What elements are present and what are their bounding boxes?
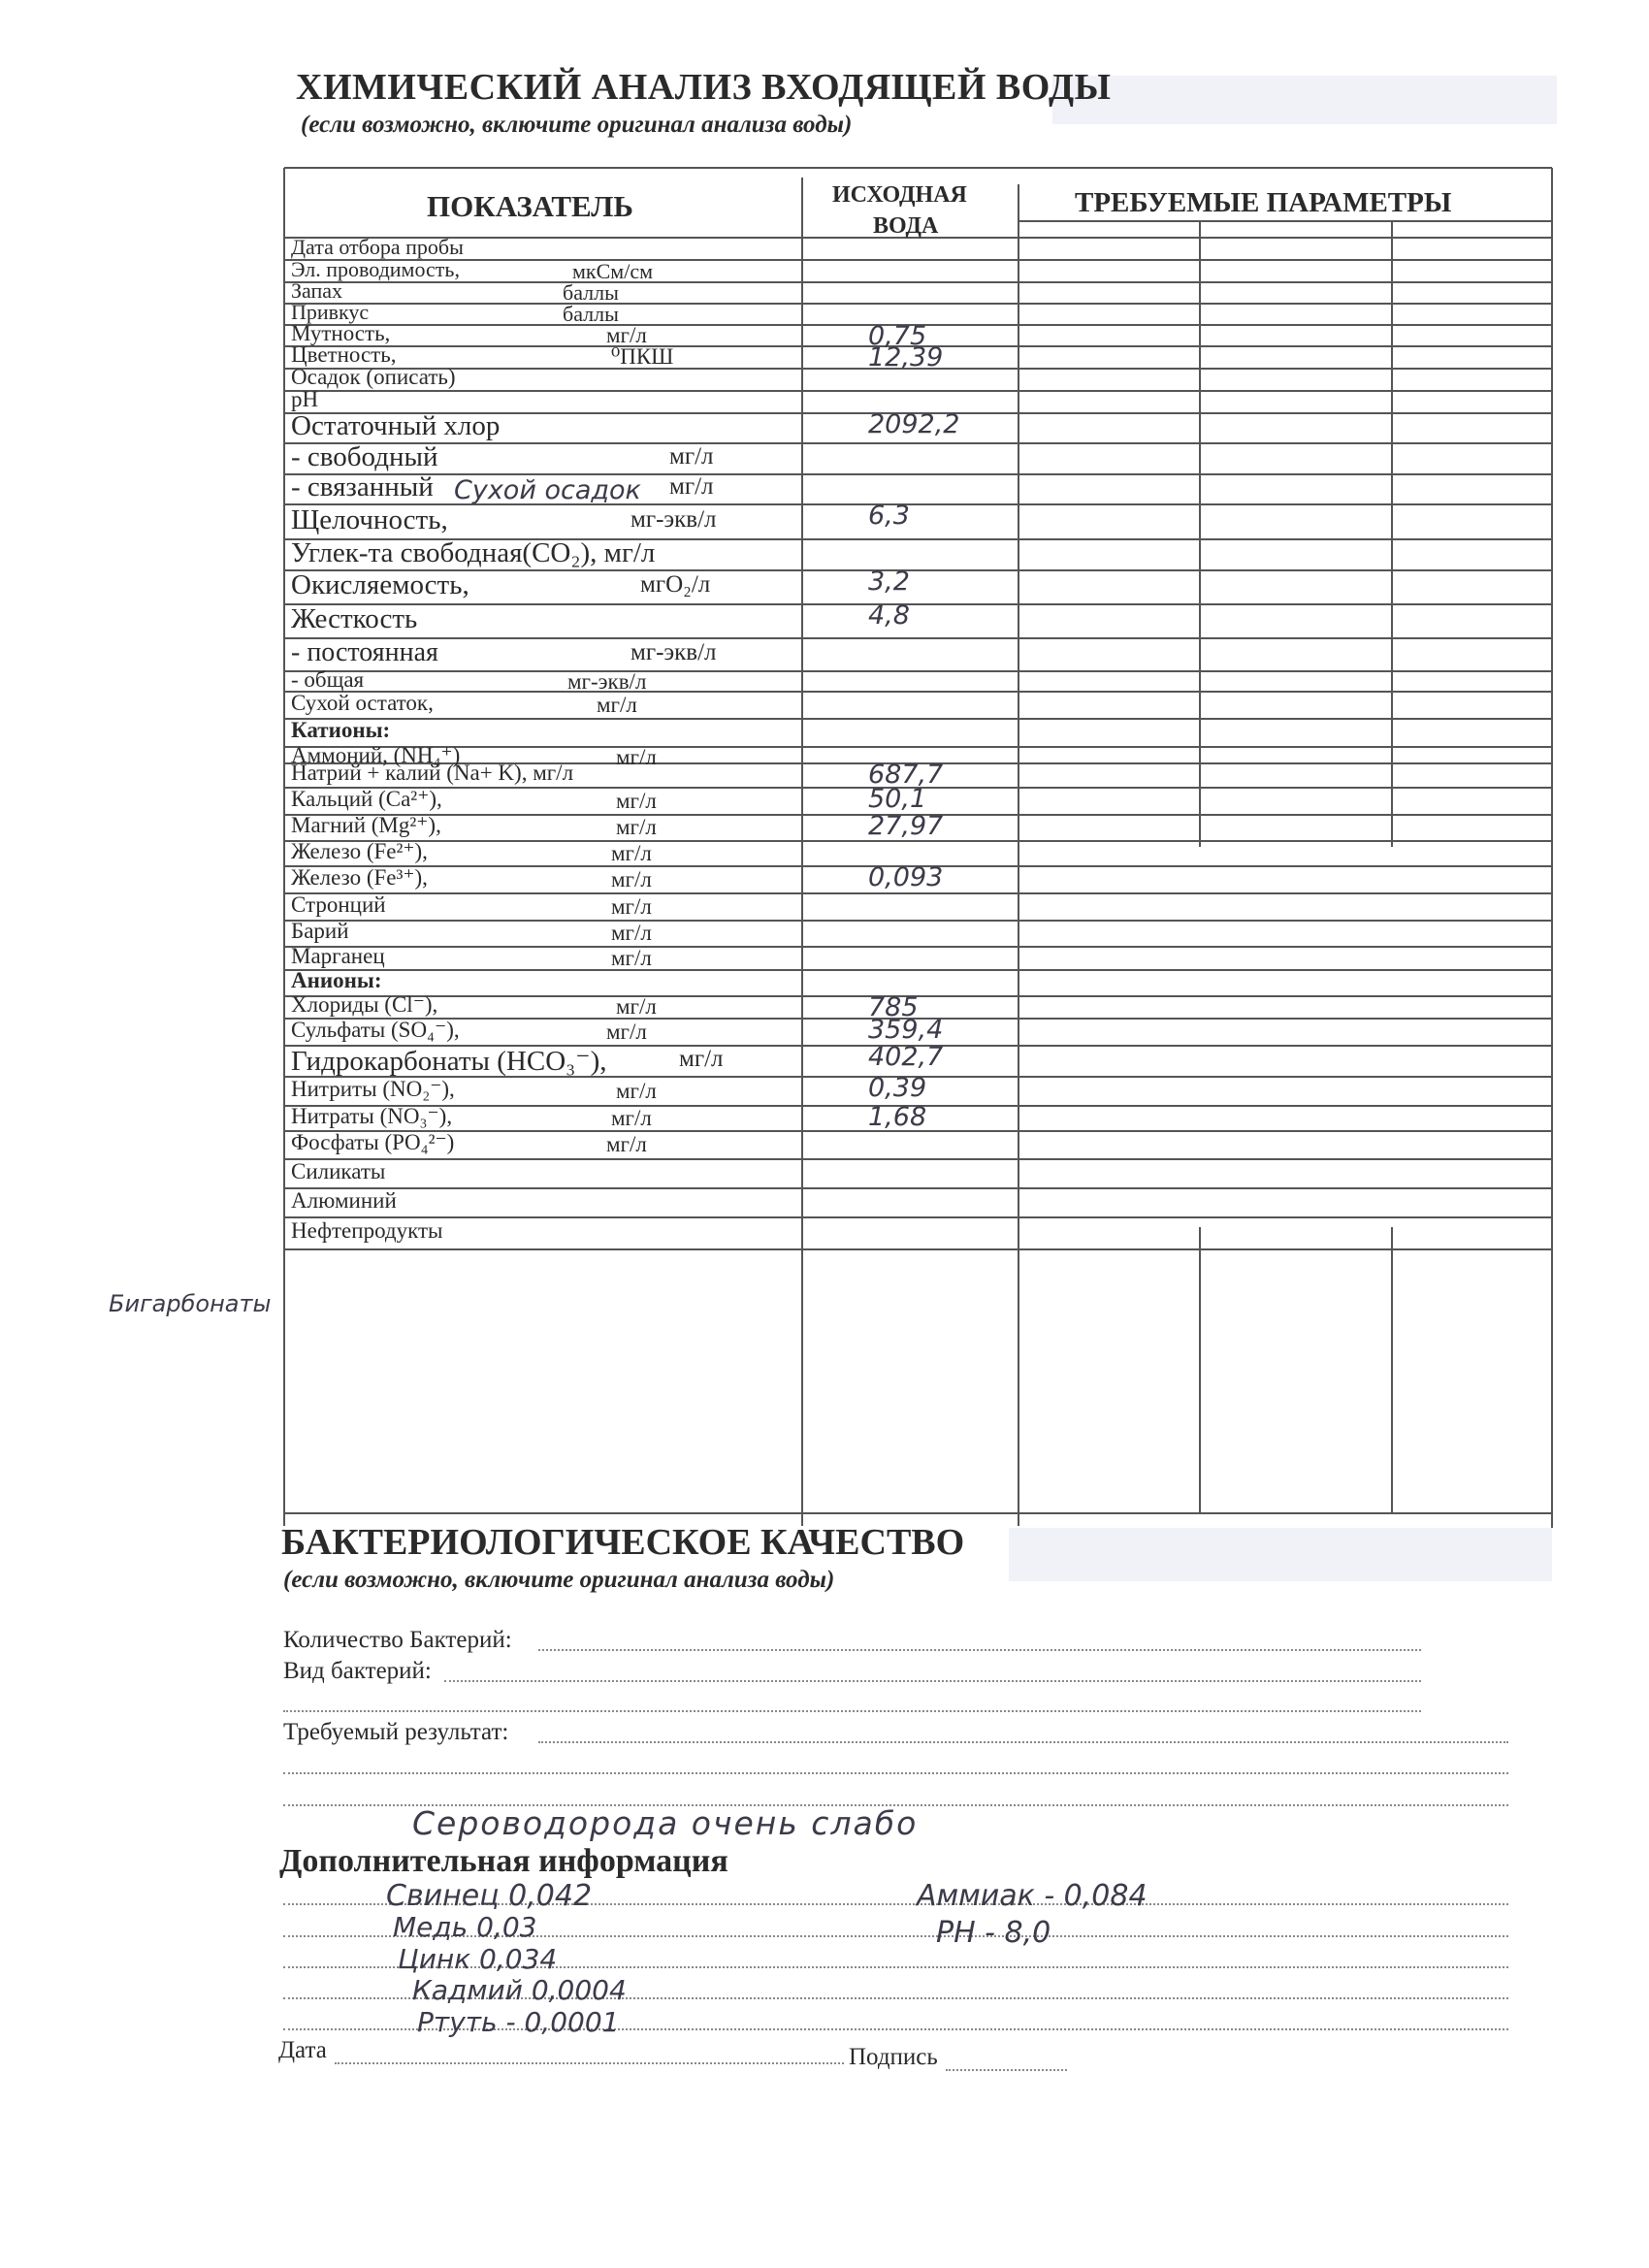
row-value: 2092,2: [868, 409, 960, 439]
additional-mercury: Ртуть - 0,0001: [417, 2006, 620, 2038]
row-label: - постоянная: [291, 637, 438, 667]
row-value: 3,2: [868, 567, 910, 597]
bacteriology-subtitle: (если возможно, включите оригинал анализа воды): [283, 1567, 835, 1593]
row-value: 687,7: [868, 760, 944, 790]
row-label: Железо (Fe²⁺),: [291, 838, 428, 863]
row-label: Анионы:: [291, 968, 382, 992]
row-label: Цветность,: [291, 342, 397, 367]
margin-note: Бигарбонаты: [109, 1290, 272, 1317]
bacteriology-title: БАКТЕРИОЛОГИЧЕСКОЕ КАЧЕСТВО: [281, 1522, 965, 1563]
row-unit: мг/л: [606, 323, 647, 347]
header-required-params: ТРЕБУЕМЫЕ ПАРАМЕТРЫ: [1075, 187, 1452, 218]
document-subtitle: (если возможно, включите оригинал анализа воды): [301, 112, 853, 138]
row-value: 1,68: [868, 1102, 927, 1132]
row-label: Нитраты (NO₃⁻),: [291, 1103, 453, 1128]
row-value: 0,75: [868, 321, 927, 351]
row-label: Жесткость: [291, 603, 418, 634]
additional-lead: Свинец 0,042: [386, 1879, 593, 1913]
row-label: Сухой остаток,: [291, 690, 434, 715]
row-unit: мг/л: [611, 921, 652, 945]
additional-info-title: Дополнительная информация: [279, 1843, 728, 1879]
header-indicator: ПОКАЗАТЕЛЬ: [427, 189, 633, 223]
row-value: 27,97: [868, 811, 944, 841]
bacteria-type-field[interactable]: [444, 1680, 1421, 1682]
bacteria-extra-line: [283, 1710, 1421, 1712]
row-label: Остаточный хлор: [291, 410, 501, 441]
header-source-water-2: ВОДА: [873, 213, 939, 239]
row-label: Магний (Mg²⁺),: [291, 813, 441, 837]
signature-label: Подпись: [849, 2044, 938, 2070]
signature-field[interactable]: [946, 2069, 1067, 2071]
header-source-water: ИСХОДНАЯ: [832, 182, 967, 208]
document-title: ХИМИЧЕСКИЙ АНАЛИЗ ВХОДЯЩЕЙ ВОДЫ: [296, 67, 1112, 108]
row-label: Кальций (Ca²⁺),: [291, 786, 442, 811]
row-label: Алюминий: [291, 1187, 397, 1213]
row-label: Марганец: [291, 943, 385, 968]
row-unit: мг-экв/л: [567, 669, 647, 694]
row-unit: мг/л: [606, 1132, 647, 1156]
row-unit: мг-экв/л: [630, 639, 717, 665]
row-label: pH: [291, 387, 319, 411]
row-label: Хлориды (Cl⁻),: [291, 992, 438, 1017]
row-unit: баллы: [563, 302, 619, 326]
row-unit: мг/л: [611, 1105, 652, 1130]
row-label: Катионы:: [291, 718, 391, 742]
ph-note: Сухой осадок: [454, 475, 641, 505]
bacteria-count-label: Количество Бактерий:: [283, 1627, 512, 1653]
date-field[interactable]: [335, 2062, 844, 2064]
additional-zinc: Цинк 0,034: [398, 1943, 558, 1975]
additional-ph: PH - 8,0: [936, 1916, 1051, 1950]
row-value: 785: [868, 992, 919, 1022]
row-unit: мг/л: [616, 994, 657, 1019]
row-value: 12,39: [868, 342, 944, 373]
row-label: - свободный: [291, 440, 438, 472]
additional-cadmium: Кадмий 0,0004: [412, 1974, 627, 2006]
row-unit: мг/л: [616, 1078, 657, 1103]
row-unit: мг/л: [616, 815, 657, 839]
additional-copper: Медь 0,03: [393, 1911, 537, 1943]
row-label: Привкус: [291, 300, 370, 324]
required-result-label: Требуемый результат:: [283, 1719, 509, 1745]
bacteria-type-label: Вид бактерий:: [283, 1658, 432, 1684]
row-label: Силикаты: [291, 1158, 386, 1183]
row-value: 4,8: [868, 600, 910, 631]
row-value: 0,093: [868, 862, 944, 892]
required-result-line-2: [283, 1772, 1508, 1774]
row-label: Щелочность,: [291, 503, 448, 535]
row-label: Натрий + калий (Na+ K), мг/л: [291, 761, 574, 785]
row-unit: мг/л: [616, 788, 657, 813]
bacteria-count-field[interactable]: [538, 1649, 1421, 1651]
row-label: Фосфаты (PO₄²⁻): [291, 1130, 455, 1154]
row-unit: мг/л: [611, 840, 652, 865]
row-label: Нефтепродукты: [291, 1218, 443, 1243]
row-label: Барий: [291, 919, 349, 943]
row-unit: баллы: [563, 280, 619, 305]
row-unit: ⁰ПКШ: [611, 344, 674, 369]
row-label: - общая: [291, 667, 365, 692]
row-label: Мутность,: [291, 321, 391, 345]
row-unit: мг-экв/л: [630, 505, 717, 533]
row-label: Дата отбора пробы: [291, 234, 464, 259]
row-label: Запах: [291, 278, 343, 303]
row-unit: мг/л: [669, 473, 714, 500]
row-unit: мг/л: [611, 945, 652, 970]
row-unit: мг/л: [606, 1019, 647, 1044]
row-unit: мгO₂/л: [640, 571, 711, 598]
row-unit: мг/л: [611, 893, 652, 919]
row-label: Аммоний, (NH₄⁺): [291, 743, 461, 767]
row-value: 0,39: [868, 1073, 927, 1103]
row-label: - связанный: [291, 471, 434, 502]
row-label: Осадок (описать): [291, 365, 456, 389]
row-label: Стронций: [291, 891, 386, 917]
row-unit: мкСм/см: [572, 258, 654, 283]
row-label: Эл. проводимость,: [291, 256, 460, 281]
row-unit: мг/л: [611, 866, 652, 891]
row-label: Нитриты (NO₂⁻),: [291, 1076, 455, 1101]
row-value: 6,3: [868, 501, 910, 531]
row-value: 50,1: [868, 784, 927, 814]
row-label: Сульфаты (SO₄⁻),: [291, 1017, 460, 1042]
row-label: Железо (Fe³⁺),: [291, 864, 428, 890]
row-label: Окисляемость,: [291, 569, 469, 600]
required-result-field[interactable]: [538, 1741, 1508, 1743]
row-value: 402,7: [868, 1042, 944, 1072]
hydrogen-sulfide-note: Сероводорода очень слабо: [412, 1804, 919, 1842]
row-unit: мг/л: [597, 692, 637, 717]
row-unit: мг/л: [669, 442, 714, 470]
row-value: 359,4: [868, 1015, 944, 1045]
date-label: Дата: [278, 2037, 327, 2063]
row-label: Углек-та свободная(CO₂), мг/л: [291, 536, 656, 568]
row-unit: мг/л: [679, 1045, 724, 1072]
row-label: Гидрокарбонаты (HCO₃⁻),: [291, 1045, 607, 1077]
additional-ammonia: Аммиак - 0,084: [917, 1879, 1148, 1913]
row-unit: мг/л: [616, 745, 657, 769]
